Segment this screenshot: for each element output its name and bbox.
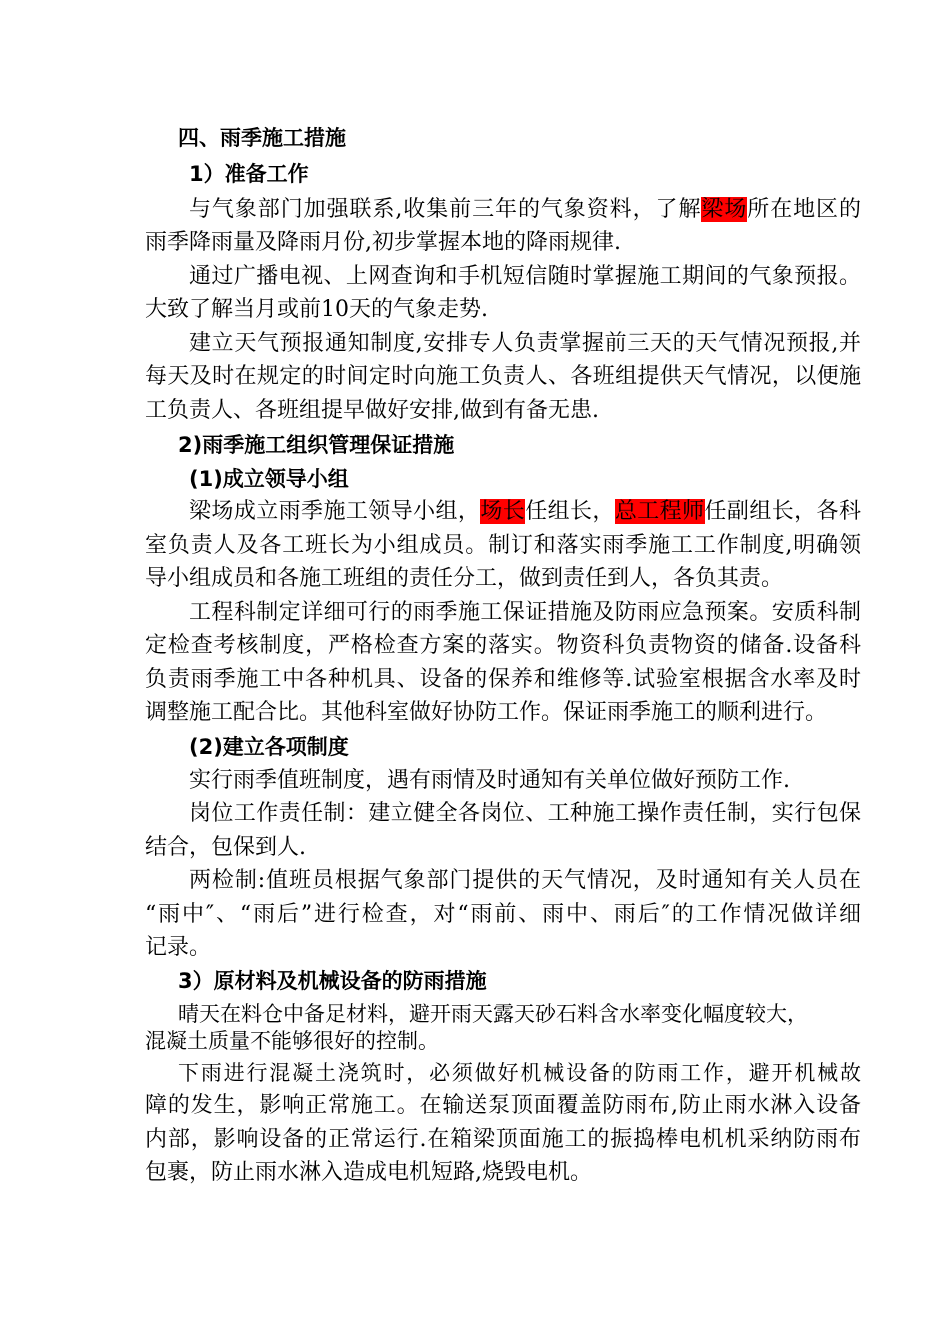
paragraph-line: 实行雨季值班制度，遇有雨情及时通知有关单位做好预防工作. [189,768,790,793]
paragraph-line: 包裹，防止雨水淋入造成电机短路,烧毁电机。 [145,1160,592,1185]
paragraph-line: 雨季降雨量及降雨月份,初步掌握本地的降雨规律. [145,230,621,255]
paragraph-line: 下雨进行混凝土浇筑时，必须做好机械设备的防雨工作，避开机械故 [178,1061,861,1085]
paragraph-line: 障的发生，影响正常施工。在输送泵顶面覆盖防雨布,防止雨水淋入设备 [145,1093,861,1118]
highlight-mark: 总工程师 [614,499,705,524]
paragraph-line: 晴天在料仓中备足材料，避开雨天露天砂石料含水率变化幅度较大， [178,1002,808,1026]
paragraph-line: 室负责人及各工班长为小组成员。制订和落实雨季施工工作制度,明确领 [145,533,861,558]
paragraph-line: 建立天气预报通知制度,安排专人负责掌握前三天的天气情况预报,并 [189,331,861,356]
paragraph-line: 结合，包保到人. [145,835,306,860]
heading-materials: 3）原材料及机械设备的防雨措施 [178,969,487,993]
paragraph-line: 内部，影响设备的正常运行.在箱梁顶面施工的振捣棒电机机采纳防雨布 [145,1127,861,1152]
heading-organization: 2)雨季施工组织管理保证措施 [178,433,455,457]
paragraph-line: 通过广播电视、上网查询和手机短信随时掌握施工期间的气象预报。 [189,264,861,289]
highlight-mark: 梁场 [701,197,748,222]
paragraph-line: 定检查考核制度，严格检查方案的落实。物资科负责物资的储备.设备科 [145,633,861,658]
paragraph-line: 记录。 [145,935,212,960]
paragraph-line: 两检制:值班员根据气象部门提供的天气情况，及时通知有关人员在 [189,868,861,893]
paragraph-line: 工程科制定详细可行的雨季施工保证措施及防雨应急预案。安质科制 [189,600,861,625]
paragraph-line: 岗位工作责任制：建立健全各岗位、工种施工操作责任制，实行包保 [189,801,861,826]
paragraph-line: 导小组成员和各施工班组的责任分工，做到责任到人，各负其责。 [145,566,784,591]
section-title: 四、雨季施工措施 [178,126,346,150]
paragraph-line: 大致了解当月或前10天的气象走势. [145,297,488,322]
paragraph-line: 与气象部门加强联系,收集前三年的气象资料，了解梁场所在地区的 [189,197,861,222]
subheading-systems: (2)建立各项制度 [189,735,349,759]
paragraph-line: 负责雨季施工中各种机具、设备的保养和维修等.试验室根据含水率及时 [145,667,861,692]
paragraph-line: 梁场成立雨季施工领导小组，场长任组长，总工程师任副组长，各科 [189,499,861,524]
paragraph-line: 工负责人、各班组提早做好安排,做到有备无患. [145,398,599,423]
paragraph-line: “雨中″、“雨后”进行检查，对“雨前、雨中、雨后″的工作情况做详细 [145,902,861,927]
paragraph-line: 每天及时在规定的时间定时向施工负责人、各班组提供天气情况，以便施 [145,364,861,389]
highlight-mark: 场长 [480,499,526,524]
subheading-leadership: (1)成立领导小组 [189,467,349,491]
paragraph-line: 混凝土质量不能够很好的控制。 [145,1029,439,1053]
paragraph-line: 调整施工配合比。其他科室做好协防工作。保证雨季施工的顺利进行。 [145,700,828,725]
heading-preparation: 1）准备工作 [189,162,309,186]
